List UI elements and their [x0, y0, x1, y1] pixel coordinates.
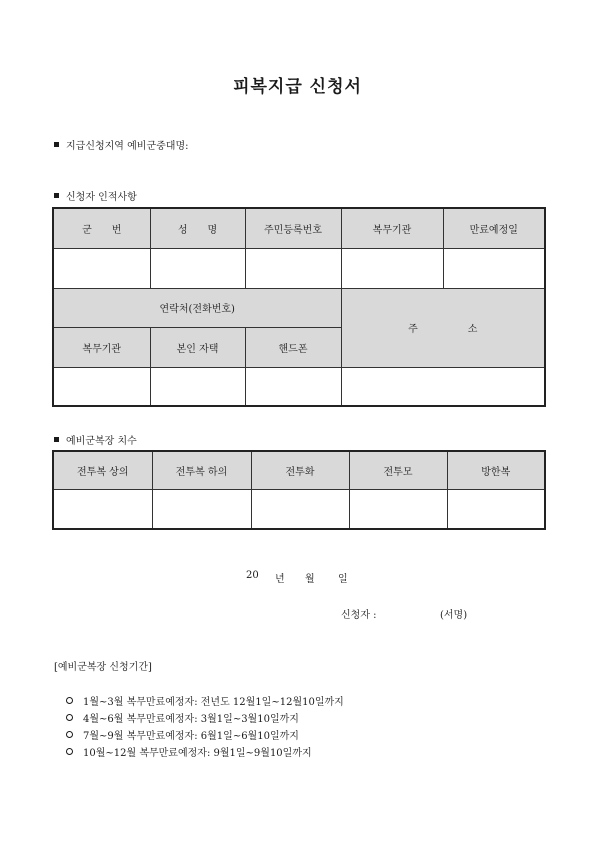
period-list	[66, 692, 344, 760]
period-title: [예비군복장 신청기간]	[54, 662, 152, 673]
section1-label: 신청자 인적사항	[66, 192, 137, 203]
section1-heading	[54, 188, 137, 203]
table-row	[53, 248, 545, 288]
circle-bullet-icon	[66, 731, 73, 738]
table-row	[53, 367, 545, 406]
header-resident-number: 주민등록번호	[245, 208, 341, 248]
signature-label: (서명)	[440, 610, 468, 621]
page-title: 피복지급 신청서	[233, 77, 362, 97]
region-line	[54, 137, 188, 152]
list-item	[66, 709, 344, 726]
uniform-size-table	[52, 450, 546, 530]
table-row	[53, 489, 545, 529]
header-combat-bottom: 전투복 하의	[152, 451, 251, 489]
period-item-text: 7월~9월 복무만료예정자: 6월1일~6월10일까지	[83, 731, 299, 742]
applicant-info-table	[52, 207, 546, 407]
header-name: 성 명	[150, 208, 245, 248]
header-combat-boots: 전투화	[251, 451, 349, 489]
circle-bullet-icon	[66, 748, 73, 755]
circle-bullet-icon	[66, 697, 73, 704]
contact-home-field[interactable]	[150, 367, 245, 406]
square-bullet-icon	[54, 142, 59, 147]
table-row	[53, 208, 545, 248]
square-bullet-icon	[54, 437, 59, 442]
resident-number-field[interactable]	[245, 248, 341, 288]
year-label: 년	[275, 574, 285, 585]
table-row	[53, 288, 545, 327]
circle-bullet-icon	[66, 714, 73, 721]
header-contact-home: 본인 자택	[150, 327, 245, 367]
winter-coat-size-field[interactable]	[447, 489, 545, 529]
region-label: 지급신청지역 예비군중대명:	[66, 141, 189, 152]
expiry-date-field[interactable]	[443, 248, 545, 288]
day-label: 일	[338, 574, 348, 585]
period-item-text: 10월~12월 복무만료예정자: 9월1일~9월10일까지	[83, 748, 312, 759]
list-item	[66, 743, 344, 760]
contact-org-field[interactable]	[53, 367, 150, 406]
applicant-label: 신청자 :	[341, 610, 377, 621]
combat-bottom-size-field[interactable]	[152, 489, 251, 529]
header-service-number: 군 번	[53, 208, 150, 248]
list-item	[66, 726, 344, 743]
header-service-org: 복무기관	[341, 208, 443, 248]
contact-mobile-field[interactable]	[245, 367, 341, 406]
service-org-field[interactable]	[341, 248, 443, 288]
header-combat-top: 전투복 상의	[53, 451, 152, 489]
section2-heading	[54, 432, 137, 447]
square-bullet-icon	[54, 193, 59, 198]
service-number-field[interactable]	[53, 248, 150, 288]
header-contact-org: 복무기관	[53, 327, 150, 367]
header-expiry-date: 만료예정일	[443, 208, 545, 248]
header-winter-coat: 방한복	[447, 451, 545, 489]
period-item-text: 1월~3월 복무만료예정자: 전년도 12월1일~12월10일까지	[83, 697, 344, 708]
combat-boots-size-field[interactable]	[251, 489, 349, 529]
month-label: 월	[305, 574, 315, 585]
header-contact-mobile: 핸드폰	[245, 327, 341, 367]
combat-top-size-field[interactable]	[53, 489, 152, 529]
table-row	[53, 451, 545, 489]
name-field[interactable]	[150, 248, 245, 288]
list-item	[66, 692, 344, 709]
section2-label: 예비군복장 치수	[66, 436, 137, 447]
year-prefix: 20	[246, 570, 259, 581]
header-contact: 연락처(전화번호)	[53, 288, 341, 327]
header-combat-cap: 전투모	[349, 451, 447, 489]
address-field[interactable]	[341, 367, 545, 406]
header-address: 주 소	[341, 288, 545, 367]
period-item-text: 4월~6월 복무만료예정자: 3월1일~3월10일까지	[83, 714, 299, 725]
combat-cap-size-field[interactable]	[349, 489, 447, 529]
